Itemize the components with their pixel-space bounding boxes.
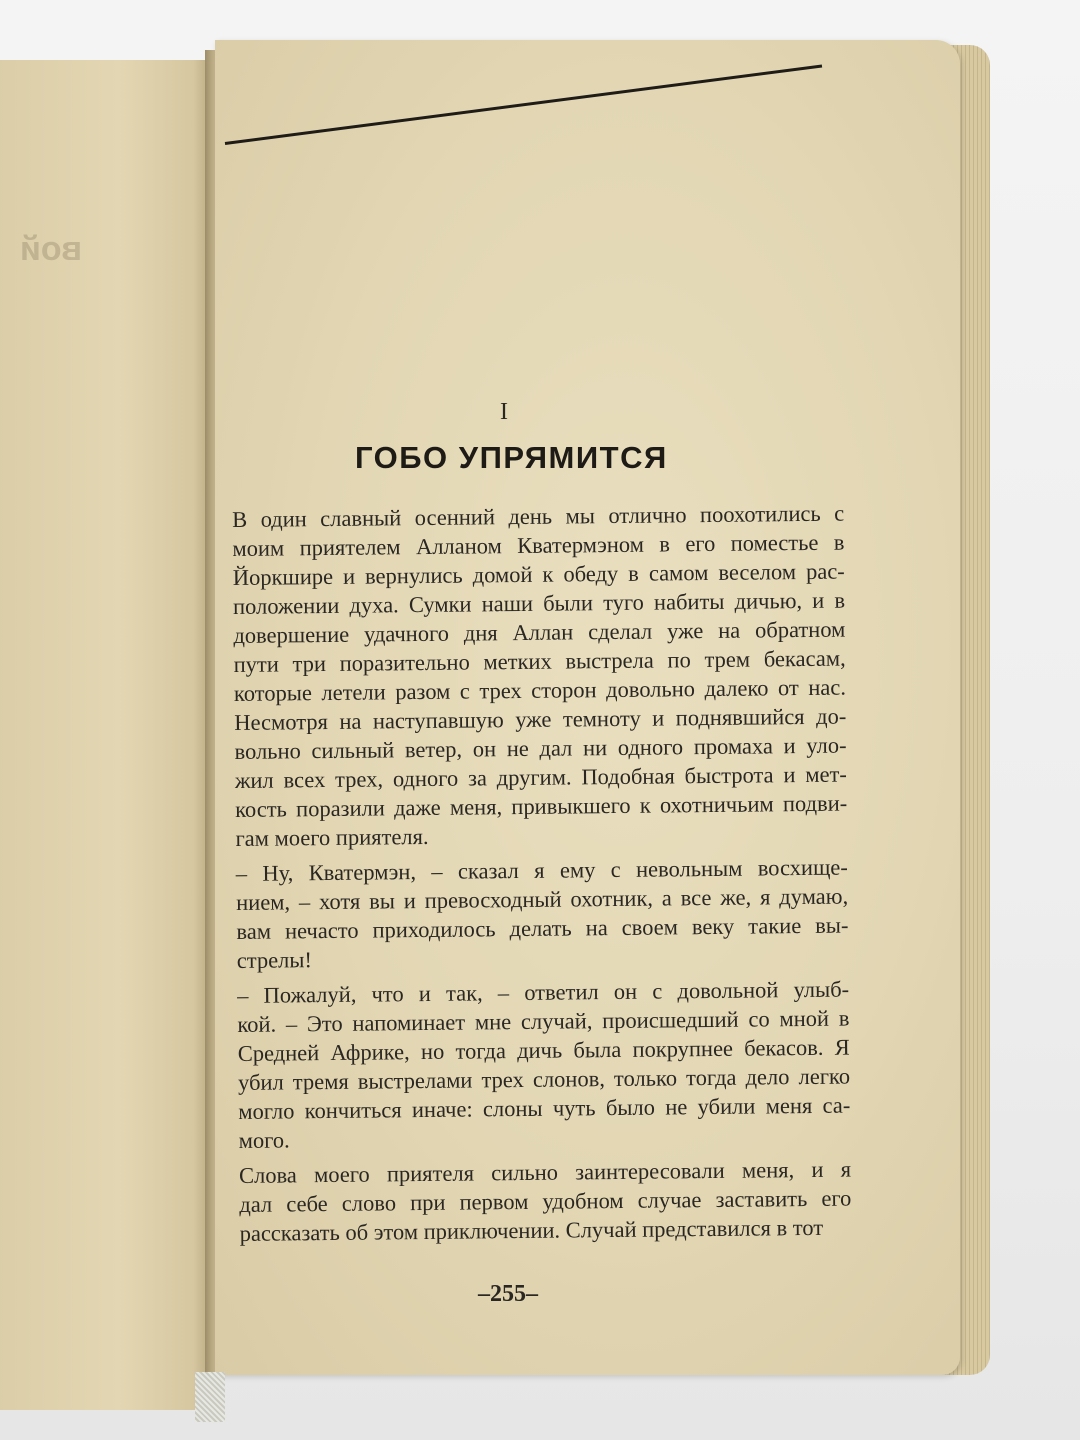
text-line: жил всех трех, одного за другим. Подобная быстрота и мет- [234,761,847,793]
chapter-title: ГОБО УПРЯМИТСЯ [355,440,668,475]
cloth-edge [195,1372,225,1422]
text-line: довершение удачного дня Аллан сделал уже на обратном [233,616,846,648]
text-line: мого. [238,1127,290,1153]
text-line: дал себе слово при первом удобном случае заставить его [239,1185,852,1217]
text-line: стрелы! [236,947,313,973]
chapter-number: I [500,399,508,425]
text-line: вам нечасто приходилось делать на своем веку такие вы- [236,912,849,944]
text-line: могло кончиться иначе: слоны чуть было не убили меня са- [238,1092,851,1124]
text-line: Несмотря на наступавшую уже темноту и поднявшийся до- [234,703,847,735]
text-line: кой. – Это напоминает мне случай, происшедший со мной в [237,1005,850,1037]
text-line: рассказать об этом приключении. Случай представился в тот [239,1214,824,1246]
text-line: – Ну, Кватермэн, – сказал я ему с невольным восхище- [235,854,848,886]
text-line: которые летели разом с трех сторон довольно далеко от нас. [233,674,847,706]
text-line: – Пожалуй, что и так, – ответил он с довольной улыб- [237,976,850,1008]
text-line: гам моего приятеля. [235,823,429,851]
text-line: убил тремя выстрелами трех слонов, только тогда дело легко [237,1063,851,1095]
text-line: моим приятелем Алланом Кватермэном в его поместье в [232,529,845,561]
text-line: нием, – хотя вы и превосходный охотник, а все же, я думаю, [236,883,849,915]
body-text [232,499,852,1248]
page-number: –255– [478,1281,538,1307]
text-line: положении духа. Сумки наши были туго набиты дичью, и в [232,587,846,619]
text-line: Средней Африке, но тогда дичь была покрупнее бекасов. Я [237,1034,850,1066]
left-page [0,60,212,1410]
text-line: В один славный осенний день мы отлично поохотились с [232,500,845,532]
text-line: Йоркшире и вернулись домой к обеду в самом веселом рас- [232,558,845,590]
bleed-through-text: вой [20,230,83,268]
text-line: вольно сильный ветер, он не дал ни одного промаха и уло- [234,732,847,764]
text-line: пути три поразительно метких выстрела по трем бекасам, [233,645,846,677]
text-line: кость поразили даже меня, привыкшего к охотничьим подви- [235,790,848,822]
text-line: Слова моего приятеля сильно заинтересовали меня, и я [238,1156,852,1188]
